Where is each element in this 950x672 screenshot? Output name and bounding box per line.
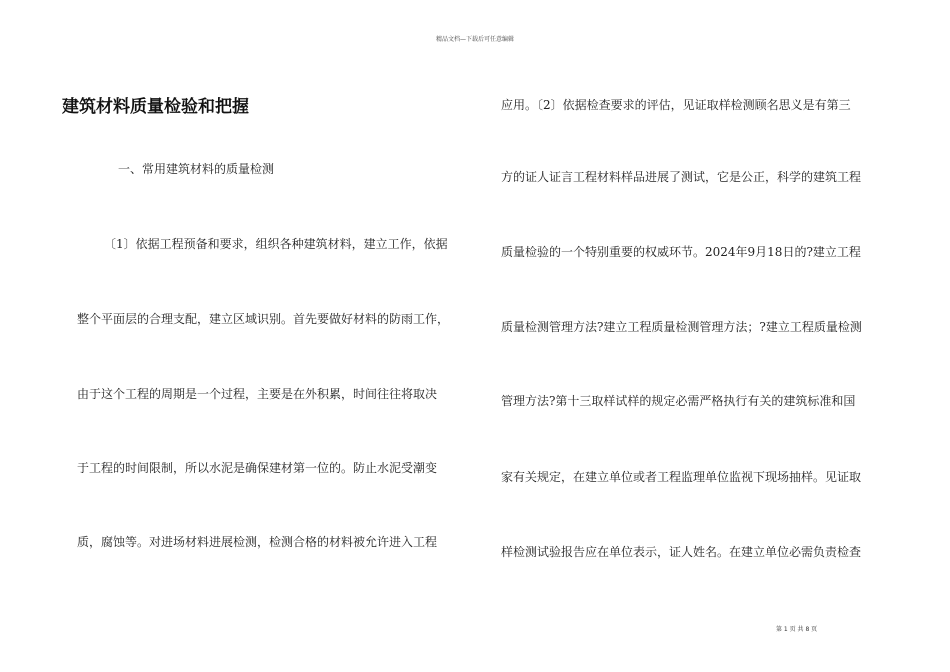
right-paragraph-line: 应用。〔2〕依据检查要求的评估，见证取样检测顾名思义是有第三 bbox=[501, 98, 851, 112]
left-paragraph-line: 于工程的时间限制，所以水泥是确保建材第一位的。防止水泥受潮变 bbox=[77, 461, 438, 475]
page-number: 第 1 页 共 8 页 bbox=[776, 626, 818, 633]
right-paragraph-line: 方的证人证言工程材料样品进展了测试，它是公正，科学的建筑工程 bbox=[501, 170, 862, 184]
right-paragraph-line: 质量检验的一个特别重要的权威环节。2024年9月18日的?建立工程 bbox=[501, 245, 861, 259]
section-heading: 一、常用建筑材料的质量检测 bbox=[118, 162, 275, 176]
left-paragraph-line: 质，腐蚀等。对进场材料进展检测，检测合格的材料被允许进入工程 bbox=[77, 535, 438, 549]
right-paragraph-line: 管理方法?第十三取样试样的规定必需严格执行有关的建筑标准和国 bbox=[501, 394, 856, 408]
left-paragraph-line: 由于这个工程的周期是一个过程，主要是在外积累，时间往往将取决 bbox=[77, 387, 438, 401]
right-paragraph-line: 家有关规定，在建立单位或者工程监理单位监视下现场抽样。见证取 bbox=[501, 470, 862, 484]
right-paragraph-line: 质量检测管理方法?建立工程质量检测管理方法；?建立工程质量检测 bbox=[501, 320, 862, 334]
right-paragraph-line: 样检测试验报告应在单位表示，证人姓名。在建立单位必需负责检查 bbox=[501, 545, 862, 559]
header-note: 精品文档—下载后可任意编辑 bbox=[435, 36, 514, 43]
left-paragraph-line: 整个平面层的合理支配，建立区域识别。首先要做好材料的防雨工作， bbox=[77, 312, 450, 326]
left-paragraph-line: 〔1〕依据工程预备和要求，组织各种建筑材料，建立工作，依据 bbox=[104, 237, 448, 251]
document-title: 建筑材料质量检验和把握 bbox=[62, 97, 249, 117]
